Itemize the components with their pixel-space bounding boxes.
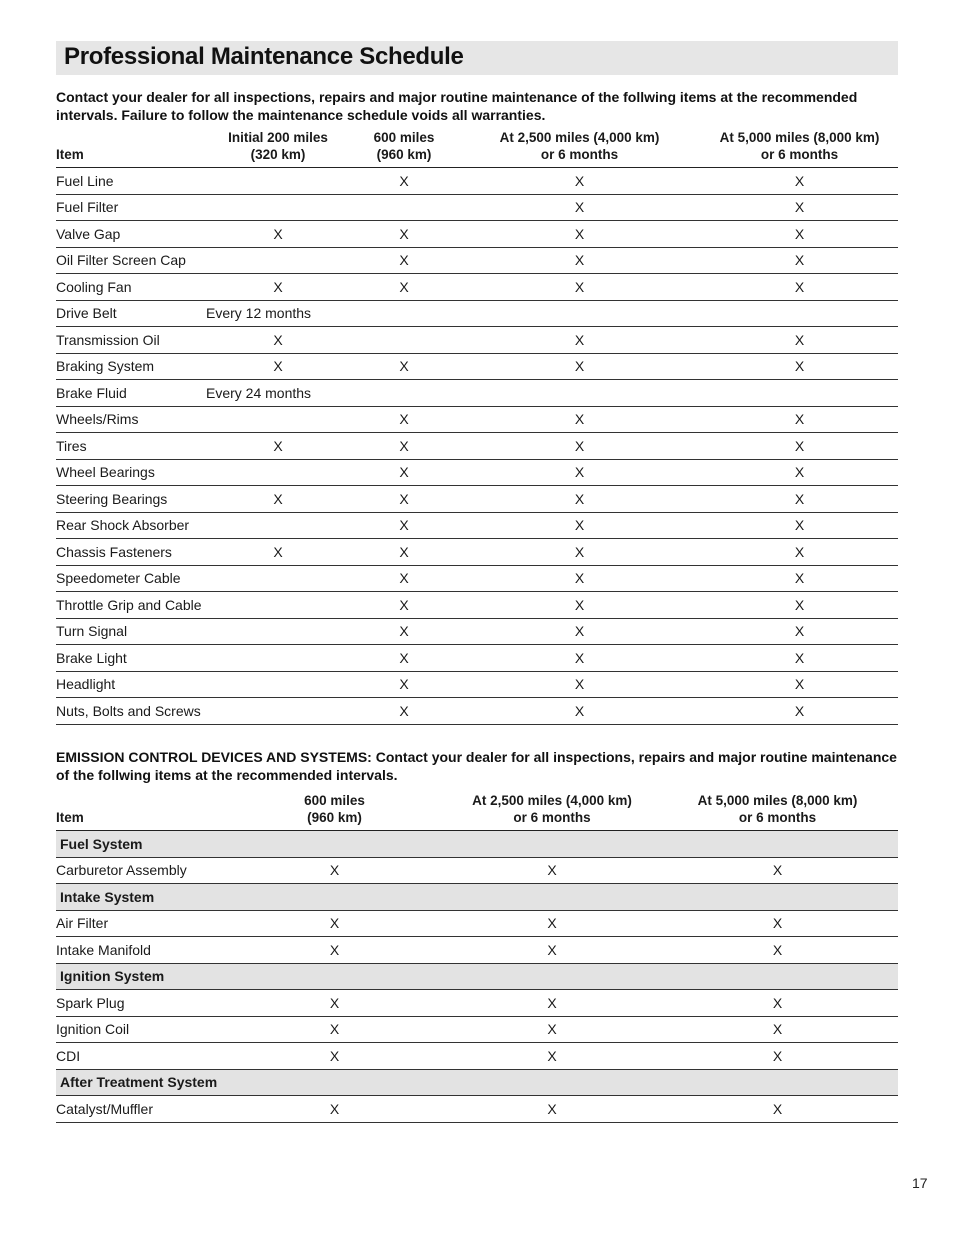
item-name: Oil Filter Screen Cap	[56, 247, 206, 274]
interval-cell: X	[222, 937, 447, 964]
interval-cell: X	[657, 1096, 898, 1123]
interval-cell: X	[222, 857, 447, 884]
section-row	[56, 884, 898, 911]
interval-cell: X	[447, 1016, 657, 1043]
section-heading: Ignition System	[56, 963, 898, 990]
interval-cell: X	[350, 247, 458, 274]
interval-cell: X	[458, 221, 701, 248]
interval-cell: X	[350, 592, 458, 619]
table-row	[56, 990, 898, 1017]
interval-cell: X	[206, 274, 350, 301]
table-row	[56, 1096, 898, 1123]
interval-cell: X	[701, 618, 898, 645]
interval-cell: X	[458, 618, 701, 645]
table-row	[56, 565, 898, 592]
item-name: Wheels/Rims	[56, 406, 206, 433]
interval-cell: X	[350, 539, 458, 566]
interval-cell: X	[222, 1043, 447, 1070]
interval-cell: X	[458, 327, 701, 354]
interval-cell: X	[350, 353, 458, 380]
item-name: Turn Signal	[56, 618, 206, 645]
interval-cell: X	[222, 1016, 447, 1043]
item-name: Chassis Fasteners	[56, 539, 206, 566]
interval-cell: X	[458, 698, 701, 725]
interval-cell: X	[701, 539, 898, 566]
header-line: 600 miles	[304, 793, 365, 808]
header-line: 600 miles	[373, 130, 435, 145]
table-row	[56, 1016, 898, 1043]
table-row	[56, 486, 898, 513]
item-name: Ignition Coil	[56, 1016, 222, 1043]
interval-cell	[350, 300, 458, 327]
header-2500	[447, 792, 657, 831]
interval-cell: X	[701, 194, 898, 221]
table-row	[56, 406, 898, 433]
header-line: (320 km)	[250, 147, 306, 162]
header-2500	[458, 129, 701, 168]
table-row	[56, 910, 898, 937]
item-name: Air Filter	[56, 910, 222, 937]
interval-cell: X	[701, 592, 898, 619]
header-5000	[657, 792, 898, 831]
interval-cell: X	[701, 327, 898, 354]
section-row	[56, 963, 898, 990]
interval-cell: X	[206, 486, 350, 513]
table-row	[56, 698, 898, 725]
interval-cell: X	[701, 512, 898, 539]
interval-cell: X	[458, 459, 701, 486]
interval-cell: X	[350, 433, 458, 460]
item-name: Headlight	[56, 671, 206, 698]
interval-cell: X	[458, 433, 701, 460]
interval-cell: X	[701, 671, 898, 698]
header-line: At 2,500 miles (4,000 km)	[472, 793, 632, 808]
title-bar	[56, 41, 898, 75]
header-600	[222, 792, 447, 831]
item-name: Throttle Grip and Cable	[56, 592, 206, 619]
item-name: Cooling Fan	[56, 274, 206, 301]
interval-cell: X	[701, 274, 898, 301]
header-item: Item	[56, 129, 206, 168]
section-row	[56, 1069, 898, 1096]
item-name: Tires	[56, 433, 206, 460]
interval-cell: X	[350, 618, 458, 645]
interval-cell	[701, 300, 898, 327]
interval-cell	[458, 300, 701, 327]
interval-cell: X	[458, 539, 701, 566]
interval-cell: X	[458, 247, 701, 274]
interval-cell	[350, 380, 458, 407]
item-name: Brake Fluid	[56, 380, 206, 407]
section-row	[56, 831, 898, 858]
interval-cell: X	[657, 1016, 898, 1043]
interval-cell: X	[458, 274, 701, 301]
table-header-row	[56, 792, 898, 831]
interval-cell: X	[701, 406, 898, 433]
interval-cell: X	[657, 910, 898, 937]
interval-cell: X	[458, 486, 701, 513]
item-name: Brake Light	[56, 645, 206, 672]
interval-cell: X	[350, 459, 458, 486]
item-name: Fuel Filter	[56, 194, 206, 221]
interval-cell: X	[458, 671, 701, 698]
interval-cell: X	[206, 327, 350, 354]
interval-cell	[206, 406, 350, 433]
interval-cell: X	[657, 990, 898, 1017]
interval-cell	[206, 194, 350, 221]
table-row	[56, 857, 898, 884]
item-name: Braking System	[56, 353, 206, 380]
item-name: Fuel Line	[56, 168, 206, 195]
table-row	[56, 274, 898, 301]
table-row	[56, 592, 898, 619]
header-line: At 2,500 miles (4,000 km)	[499, 130, 660, 145]
maintenance-table	[56, 129, 898, 725]
interval-cell	[701, 380, 898, 407]
header-line: or 6 months	[738, 810, 817, 825]
interval-cell: X	[458, 194, 701, 221]
interval-cell: X	[701, 247, 898, 274]
item-name: Nuts, Bolts and Screws	[56, 698, 206, 725]
table-row	[56, 194, 898, 221]
header-600	[350, 129, 458, 168]
interval-cell: X	[447, 910, 657, 937]
interval-cell	[206, 698, 350, 725]
interval-cell: X	[701, 486, 898, 513]
interval-cell: X	[458, 406, 701, 433]
schedule-intro: Contact your dealer for all inspections, repairs and major routine maintenance of the follwing items at the recommended intervals. Failure to follow the maintenance schedule voids all warranties.	[56, 89, 858, 123]
interval-cell: X	[458, 592, 701, 619]
header-item: Item	[56, 792, 222, 831]
interval-cell: X	[206, 433, 350, 460]
interval-cell: X	[350, 274, 458, 301]
interval-cell: X	[458, 168, 701, 195]
table-row	[56, 512, 898, 539]
item-name: Speedometer Cable	[56, 565, 206, 592]
interval-cell	[206, 512, 350, 539]
item-name: Catalyst/Muffler	[56, 1096, 222, 1123]
interval-cell	[206, 459, 350, 486]
table-row	[56, 937, 898, 964]
interval-cell	[206, 645, 350, 672]
interval-cell: X	[447, 1096, 657, 1123]
header-line: or 6 months	[513, 810, 591, 825]
interval-cell: X	[701, 698, 898, 725]
interval-cell: X	[222, 1096, 447, 1123]
item-name: Transmission Oil	[56, 327, 206, 354]
interval-cell	[206, 618, 350, 645]
interval-cell: X	[350, 406, 458, 433]
interval-cell: X	[206, 539, 350, 566]
interval-cell: X	[657, 1043, 898, 1070]
interval-cell	[206, 247, 350, 274]
section-heading: After Treatment System	[56, 1069, 898, 1096]
interval-cell: X	[701, 221, 898, 248]
table-row	[56, 327, 898, 354]
emission-intro: EMISSION CONTROL DEVICES AND SYSTEMS: Contact your dealer for all inspections, repairs and major routine maintenance of the follwing items at the recommended intervals.	[56, 749, 897, 783]
header-line: At 5,000 miles (8,000 km)	[697, 793, 858, 808]
table-row	[56, 300, 898, 327]
interval-cell	[350, 327, 458, 354]
interval-cell: X	[350, 168, 458, 195]
interval-cell: X	[447, 857, 657, 884]
table-row	[56, 618, 898, 645]
item-name: Spark Plug	[56, 990, 222, 1017]
item-name: Wheel Bearings	[56, 459, 206, 486]
interval-cell: Every 24 months	[206, 380, 350, 407]
table-row	[56, 380, 898, 407]
interval-cell: X	[701, 433, 898, 460]
interval-cell: X	[350, 221, 458, 248]
interval-cell: X	[701, 565, 898, 592]
table-row	[56, 247, 898, 274]
section-heading: Intake System	[56, 884, 898, 911]
item-name: Drive Belt	[56, 300, 206, 327]
header-line: (960 km)	[376, 147, 432, 162]
table-row	[56, 671, 898, 698]
page-number: 17	[912, 1175, 928, 1191]
header-line: or 6 months	[760, 147, 839, 162]
interval-cell: X	[458, 353, 701, 380]
item-name: Steering Bearings	[56, 486, 206, 513]
table-row	[56, 221, 898, 248]
table-row	[56, 433, 898, 460]
header-initial-200	[206, 129, 350, 168]
interval-cell	[206, 592, 350, 619]
interval-cell: X	[350, 486, 458, 513]
interval-cell: X	[458, 645, 701, 672]
interval-cell: X	[701, 353, 898, 380]
table-row	[56, 459, 898, 486]
interval-cell	[206, 168, 350, 195]
interval-cell: Every 12 months	[206, 300, 350, 327]
interval-cell: X	[447, 1043, 657, 1070]
interval-cell: X	[350, 565, 458, 592]
table-row	[56, 645, 898, 672]
interval-cell: X	[350, 645, 458, 672]
table-row	[56, 539, 898, 566]
interval-cell: X	[657, 857, 898, 884]
interval-cell: X	[447, 937, 657, 964]
interval-cell: X	[222, 910, 447, 937]
interval-cell: X	[447, 990, 657, 1017]
table-row	[56, 353, 898, 380]
table-header-row	[56, 129, 898, 168]
item-name: CDI	[56, 1043, 222, 1070]
item-name: Valve Gap	[56, 221, 206, 248]
section-heading: Fuel System	[56, 831, 898, 858]
interval-cell: X	[222, 990, 447, 1017]
emission-table	[56, 792, 898, 1123]
header-line: (960 km)	[307, 810, 362, 825]
interval-cell: X	[206, 353, 350, 380]
interval-cell: X	[458, 565, 701, 592]
interval-cell: X	[350, 671, 458, 698]
item-name: Rear Shock Absorber	[56, 512, 206, 539]
interval-cell: X	[657, 937, 898, 964]
interval-cell	[206, 671, 350, 698]
item-name: Intake Manifold	[56, 937, 222, 964]
page-title: Professional Maintenance Schedule	[64, 43, 464, 70]
interval-cell: X	[701, 459, 898, 486]
interval-cell: X	[206, 221, 350, 248]
interval-cell: X	[701, 645, 898, 672]
header-line: or 6 months	[540, 147, 619, 162]
header-line: Initial 200 miles	[228, 130, 328, 145]
interval-cell	[206, 565, 350, 592]
interval-cell: X	[701, 168, 898, 195]
interval-cell: X	[458, 512, 701, 539]
table-row	[56, 1043, 898, 1070]
table-row	[56, 168, 898, 195]
interval-cell	[350, 194, 458, 221]
header-5000	[701, 129, 898, 168]
item-name: Carburetor Assembly	[56, 857, 222, 884]
interval-cell	[458, 380, 701, 407]
interval-cell: X	[350, 698, 458, 725]
interval-cell: X	[350, 512, 458, 539]
header-line: At 5,000 miles (8,000 km)	[719, 130, 880, 145]
